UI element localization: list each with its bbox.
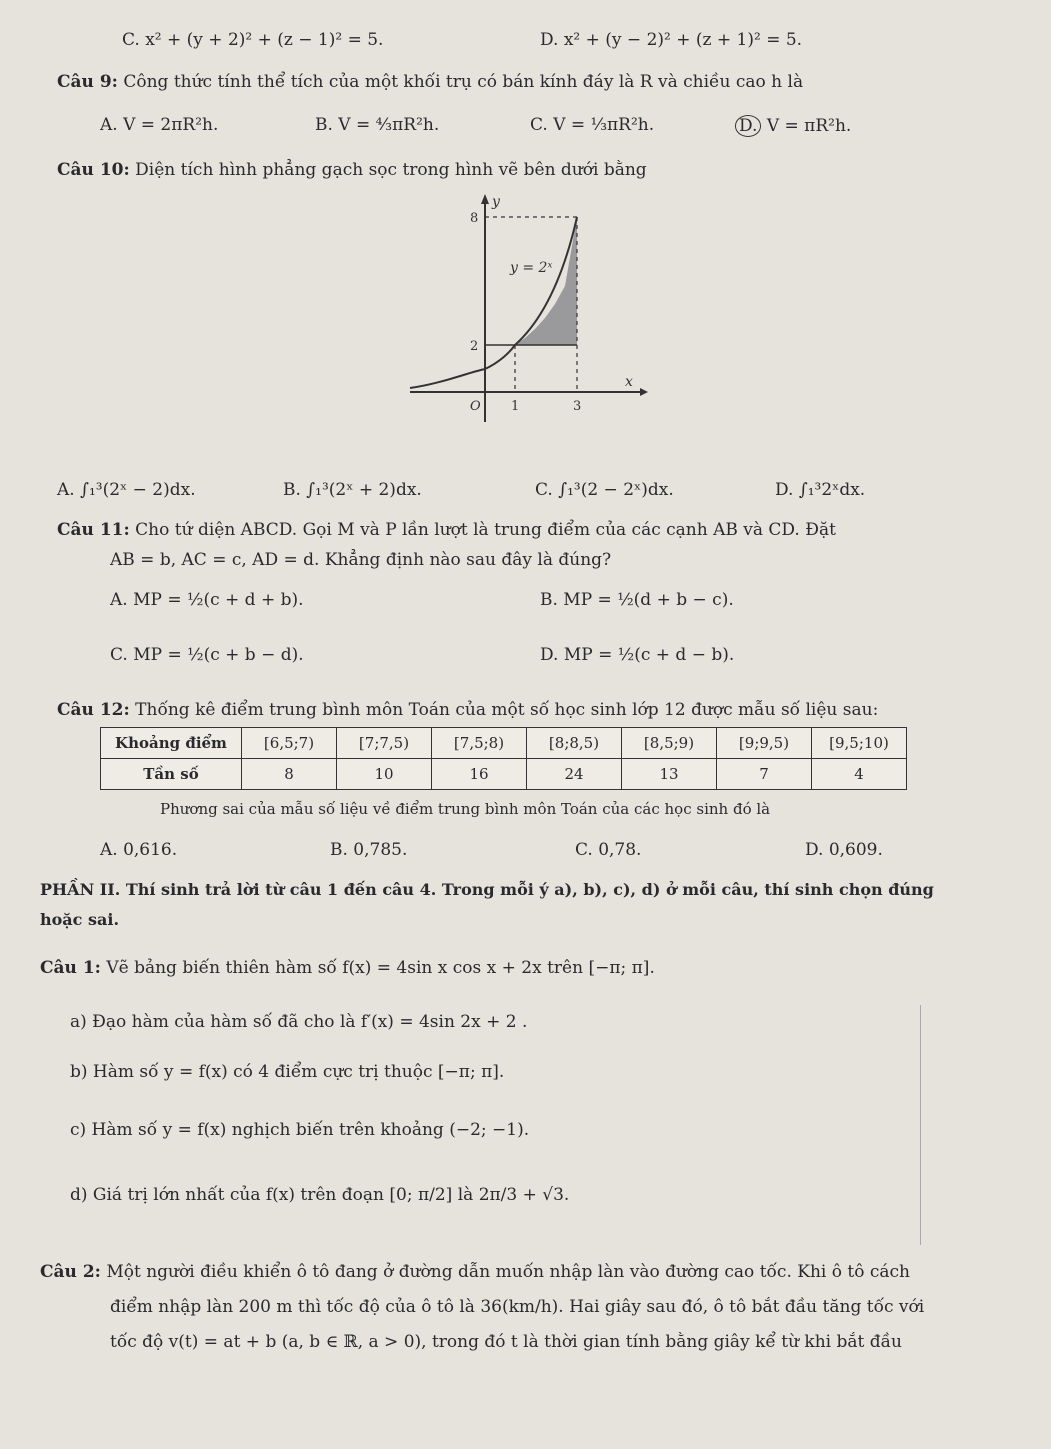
tick-3-label: 3 — [573, 399, 582, 414]
y-axis-label: y — [492, 194, 500, 210]
q10-option-b[interactable]: B. ∫₁³(2ˣ + 2)dx. — [283, 480, 422, 500]
q10-text: Diện tích hình phẳng gạch sọc trong hình vẽ bên dưới bằng — [135, 160, 647, 180]
p2q1-text: Vẽ bảng biến thiên hàm số f(x) = 4sin x cos x + 2x trên [−π; π]. — [106, 958, 655, 978]
origin-label: O — [470, 399, 481, 414]
table-cell: 13 — [622, 759, 717, 790]
table-cell: [8,5;9) — [622, 728, 717, 759]
table-cell: [9,5;10) — [812, 728, 907, 759]
table-cell: [8;8,5) — [527, 728, 622, 759]
p2q1-label: Câu 1: — [40, 958, 101, 978]
x-axis-label: x — [625, 374, 633, 390]
q12-label: Câu 12: — [57, 700, 130, 720]
shaded-region — [515, 217, 577, 345]
q10-stem — [57, 160, 647, 180]
q11-stem — [57, 520, 836, 540]
q9-option-b[interactable]: B. V = ⁴⁄₃πR²h. — [315, 115, 440, 135]
q12-stem — [57, 700, 878, 720]
q9-option-d[interactable] — [735, 115, 851, 137]
table-cell: 4 — [812, 759, 907, 790]
table-row-frequency — [101, 759, 907, 790]
x-axis-arrow — [640, 388, 648, 396]
curve-2-pow-x — [410, 217, 577, 388]
q9-stem — [57, 72, 803, 92]
q9-option-a[interactable]: A. V = 2πR²h. — [100, 115, 219, 135]
q8-option-c[interactable]: C. x² + (y + 2)² + (z − 1)² = 5. — [122, 30, 384, 50]
tick-2-label: 2 — [470, 339, 479, 354]
part2-heading: PHẦN II. Thí sinh trả lời từ câu 1 đến câu 4. Trong mỗi ý a), b), c), d) ở mỗi câu, thí sinh chọn đúng — [40, 880, 934, 899]
q12-option-a[interactable]: A. 0,616. — [100, 840, 178, 860]
q12-option-b[interactable]: B. 0,785. — [330, 840, 408, 860]
q10-option-d[interactable]: D. ∫₁³2ˣdx. — [775, 480, 866, 500]
table-cell: [7;7,5) — [337, 728, 432, 759]
q11-option-d[interactable]: D. MP = ½(c + d − b). — [540, 645, 735, 665]
p2q1-statement-d[interactable]: d) Giá trị lớn nhất của f(x) trên đoạn [0; π/2] là 2π/3 + √3. — [70, 1185, 570, 1205]
q12-option-d[interactable]: D. 0,609. — [805, 840, 883, 860]
p2q2-line3: tốc độ v(t) = at + b (a, b ∈ ℝ, a > 0), trong đó t là thời gian tính bằng giây kể từ khi bắt đầu — [110, 1332, 903, 1352]
q11-option-b[interactable]: B. MP = ½(d + b − c). — [540, 590, 734, 610]
tick-8-label: 8 — [470, 211, 479, 226]
q10-option-c[interactable]: C. ∫₁³(2 − 2ˣ)dx. — [535, 480, 674, 500]
table-cell: 8 — [242, 759, 337, 790]
table-cell: 24 — [527, 759, 622, 790]
p2q1-stem — [40, 958, 655, 978]
q11-stem-line2: AB = b, AC = c, AD = d. Khẳng định nào sau đây là đúng? — [110, 550, 612, 570]
p2q2-text-line1: Một người điều khiển ô tô đang ở đường dẫn muốn nhập làn vào đường cao tốc. Khi ô tô cách — [106, 1262, 910, 1282]
table-cell: [6,5;7) — [242, 728, 337, 759]
table-row-intervals — [101, 728, 907, 759]
table-cell: [9;9,5) — [717, 728, 812, 759]
area-graph — [400, 192, 650, 427]
q9-option-d-text: V = πR²h. — [766, 116, 852, 136]
answer-column-divider — [920, 1005, 921, 1245]
table-cell: 7 — [717, 759, 812, 790]
q12-text: Thống kê điểm trung bình môn Toán của một số học sinh lớp 12 được mẫu số liệu sau: — [135, 700, 879, 720]
table-cell: 10 — [337, 759, 432, 790]
y-axis-arrow — [481, 194, 489, 204]
q11-option-a[interactable]: A. MP = ½(c + d + b). — [110, 590, 304, 610]
q11-text: Cho tứ diện ABCD. Gọi M và P lần lượt là trung điểm của các cạnh AB và CD. Đặt — [135, 520, 836, 540]
q11-label: Câu 11: — [57, 520, 130, 540]
q12-caption: Phương sai của mẫu số liệu về điểm trung bình môn Toán của các học sinh đó là — [160, 800, 771, 818]
q12-option-c[interactable]: C. 0,78. — [575, 840, 642, 860]
tick-1-label: 1 — [511, 399, 520, 414]
q10-option-a[interactable]: A. ∫₁³(2ˣ − 2)dx. — [57, 480, 196, 500]
q9-label: Câu 9: — [57, 72, 118, 92]
q9-text: Công thức tính thể tích của một khối trụ có bán kính đáy là R và chiều cao h là — [123, 72, 804, 92]
selected-answer-circle: D. — [735, 115, 761, 137]
part2-heading-line2: hoặc sai. — [40, 910, 120, 929]
p2q2-label: Câu 2: — [40, 1262, 101, 1282]
table-cell: [7,5;8) — [432, 728, 527, 759]
p2q1-statement-c[interactable]: c) Hàm số y = f(x) nghịch biến trên khoảng (−2; −1). — [70, 1120, 530, 1140]
curve-label: y = 2ˣ — [510, 260, 553, 276]
q11-option-c[interactable]: C. MP = ½(c + b − d). — [110, 645, 304, 665]
p2q2-line2: điểm nhập làn 200 m thì tốc độ của ô tô là 36(km/h). Hai giây sau đó, ô tô bắt đầu tăng tốc với — [110, 1297, 925, 1317]
p2q1-statement-a[interactable]: a) Đạo hàm của hàm số đã cho là f′(x) = 4sin 2x + 2 . — [70, 1012, 528, 1032]
table-header-intervals: Khoảng điểm — [101, 728, 242, 759]
p2q2-line1 — [40, 1262, 910, 1282]
q10-label: Câu 10: — [57, 160, 130, 180]
table-cell: 16 — [432, 759, 527, 790]
table-header-frequency: Tần số — [101, 759, 242, 790]
p2q1-statement-b[interactable]: b) Hàm số y = f(x) có 4 điểm cực trị thuộc [−π; π]. — [70, 1062, 505, 1082]
q9-option-c[interactable]: C. V = ¹⁄₃πR²h. — [530, 115, 655, 135]
frequency-table — [100, 727, 907, 790]
q8-option-d[interactable]: D. x² + (y − 2)² + (z + 1)² = 5. — [540, 30, 803, 50]
